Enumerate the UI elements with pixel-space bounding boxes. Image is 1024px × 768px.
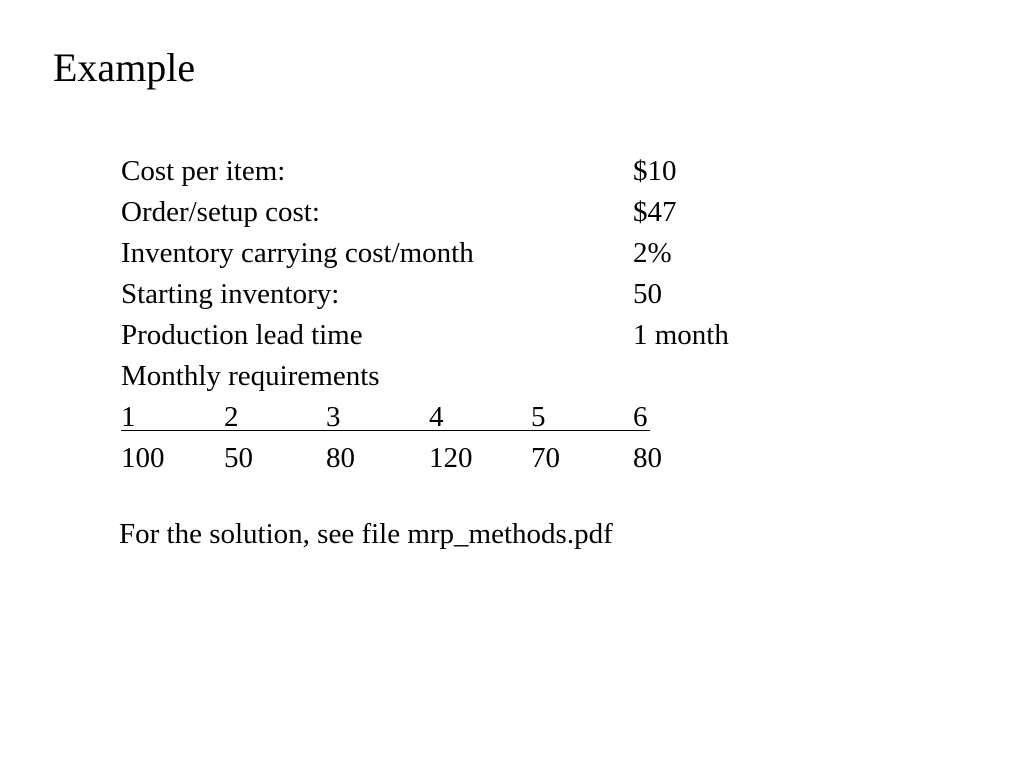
header-underline [121, 430, 650, 431]
parameter-label: Production lead time [121, 319, 363, 351]
requirement-value: 50 [224, 442, 253, 474]
parameter-row-lead-time [121, 315, 781, 356]
parameter-row-carrying-cost [121, 233, 781, 274]
requirements-row [121, 438, 781, 479]
month-number: 2 [224, 401, 239, 433]
parameter-row-starting-inventory [121, 274, 781, 315]
requirement-value: 120 [429, 442, 473, 474]
requirement-value: 80 [633, 442, 662, 474]
parameter-label: Cost per item: [121, 155, 286, 187]
solution-note: For the solution, see file mrp_methods.pdf [119, 518, 613, 550]
parameter-value: 50 [633, 278, 662, 310]
requirement-value: 70 [531, 442, 560, 474]
month-number: 6 [633, 401, 648, 433]
requirements-heading [121, 356, 781, 397]
parameters-block [121, 151, 781, 479]
parameter-value: $10 [633, 155, 677, 187]
parameter-row-order-setup-cost [121, 192, 781, 233]
month-number: 4 [429, 401, 444, 433]
requirement-value: 100 [121, 442, 165, 474]
month-header-row [121, 397, 781, 438]
month-number: 3 [326, 401, 341, 433]
slide-title: Example [53, 45, 196, 90]
requirements-heading-label: Monthly requirements [121, 360, 380, 392]
parameter-value: $47 [633, 196, 677, 228]
parameter-label: Order/setup cost: [121, 196, 320, 228]
parameter-row-cost-per-item [121, 151, 781, 192]
parameter-label: Inventory carrying cost/month [121, 237, 474, 269]
month-number: 5 [531, 401, 546, 433]
parameter-value: 1 month [633, 319, 729, 351]
requirement-value: 80 [326, 442, 355, 474]
parameter-label: Starting inventory: [121, 278, 340, 310]
parameter-value: 2% [633, 237, 672, 269]
month-number: 1 [121, 401, 136, 433]
